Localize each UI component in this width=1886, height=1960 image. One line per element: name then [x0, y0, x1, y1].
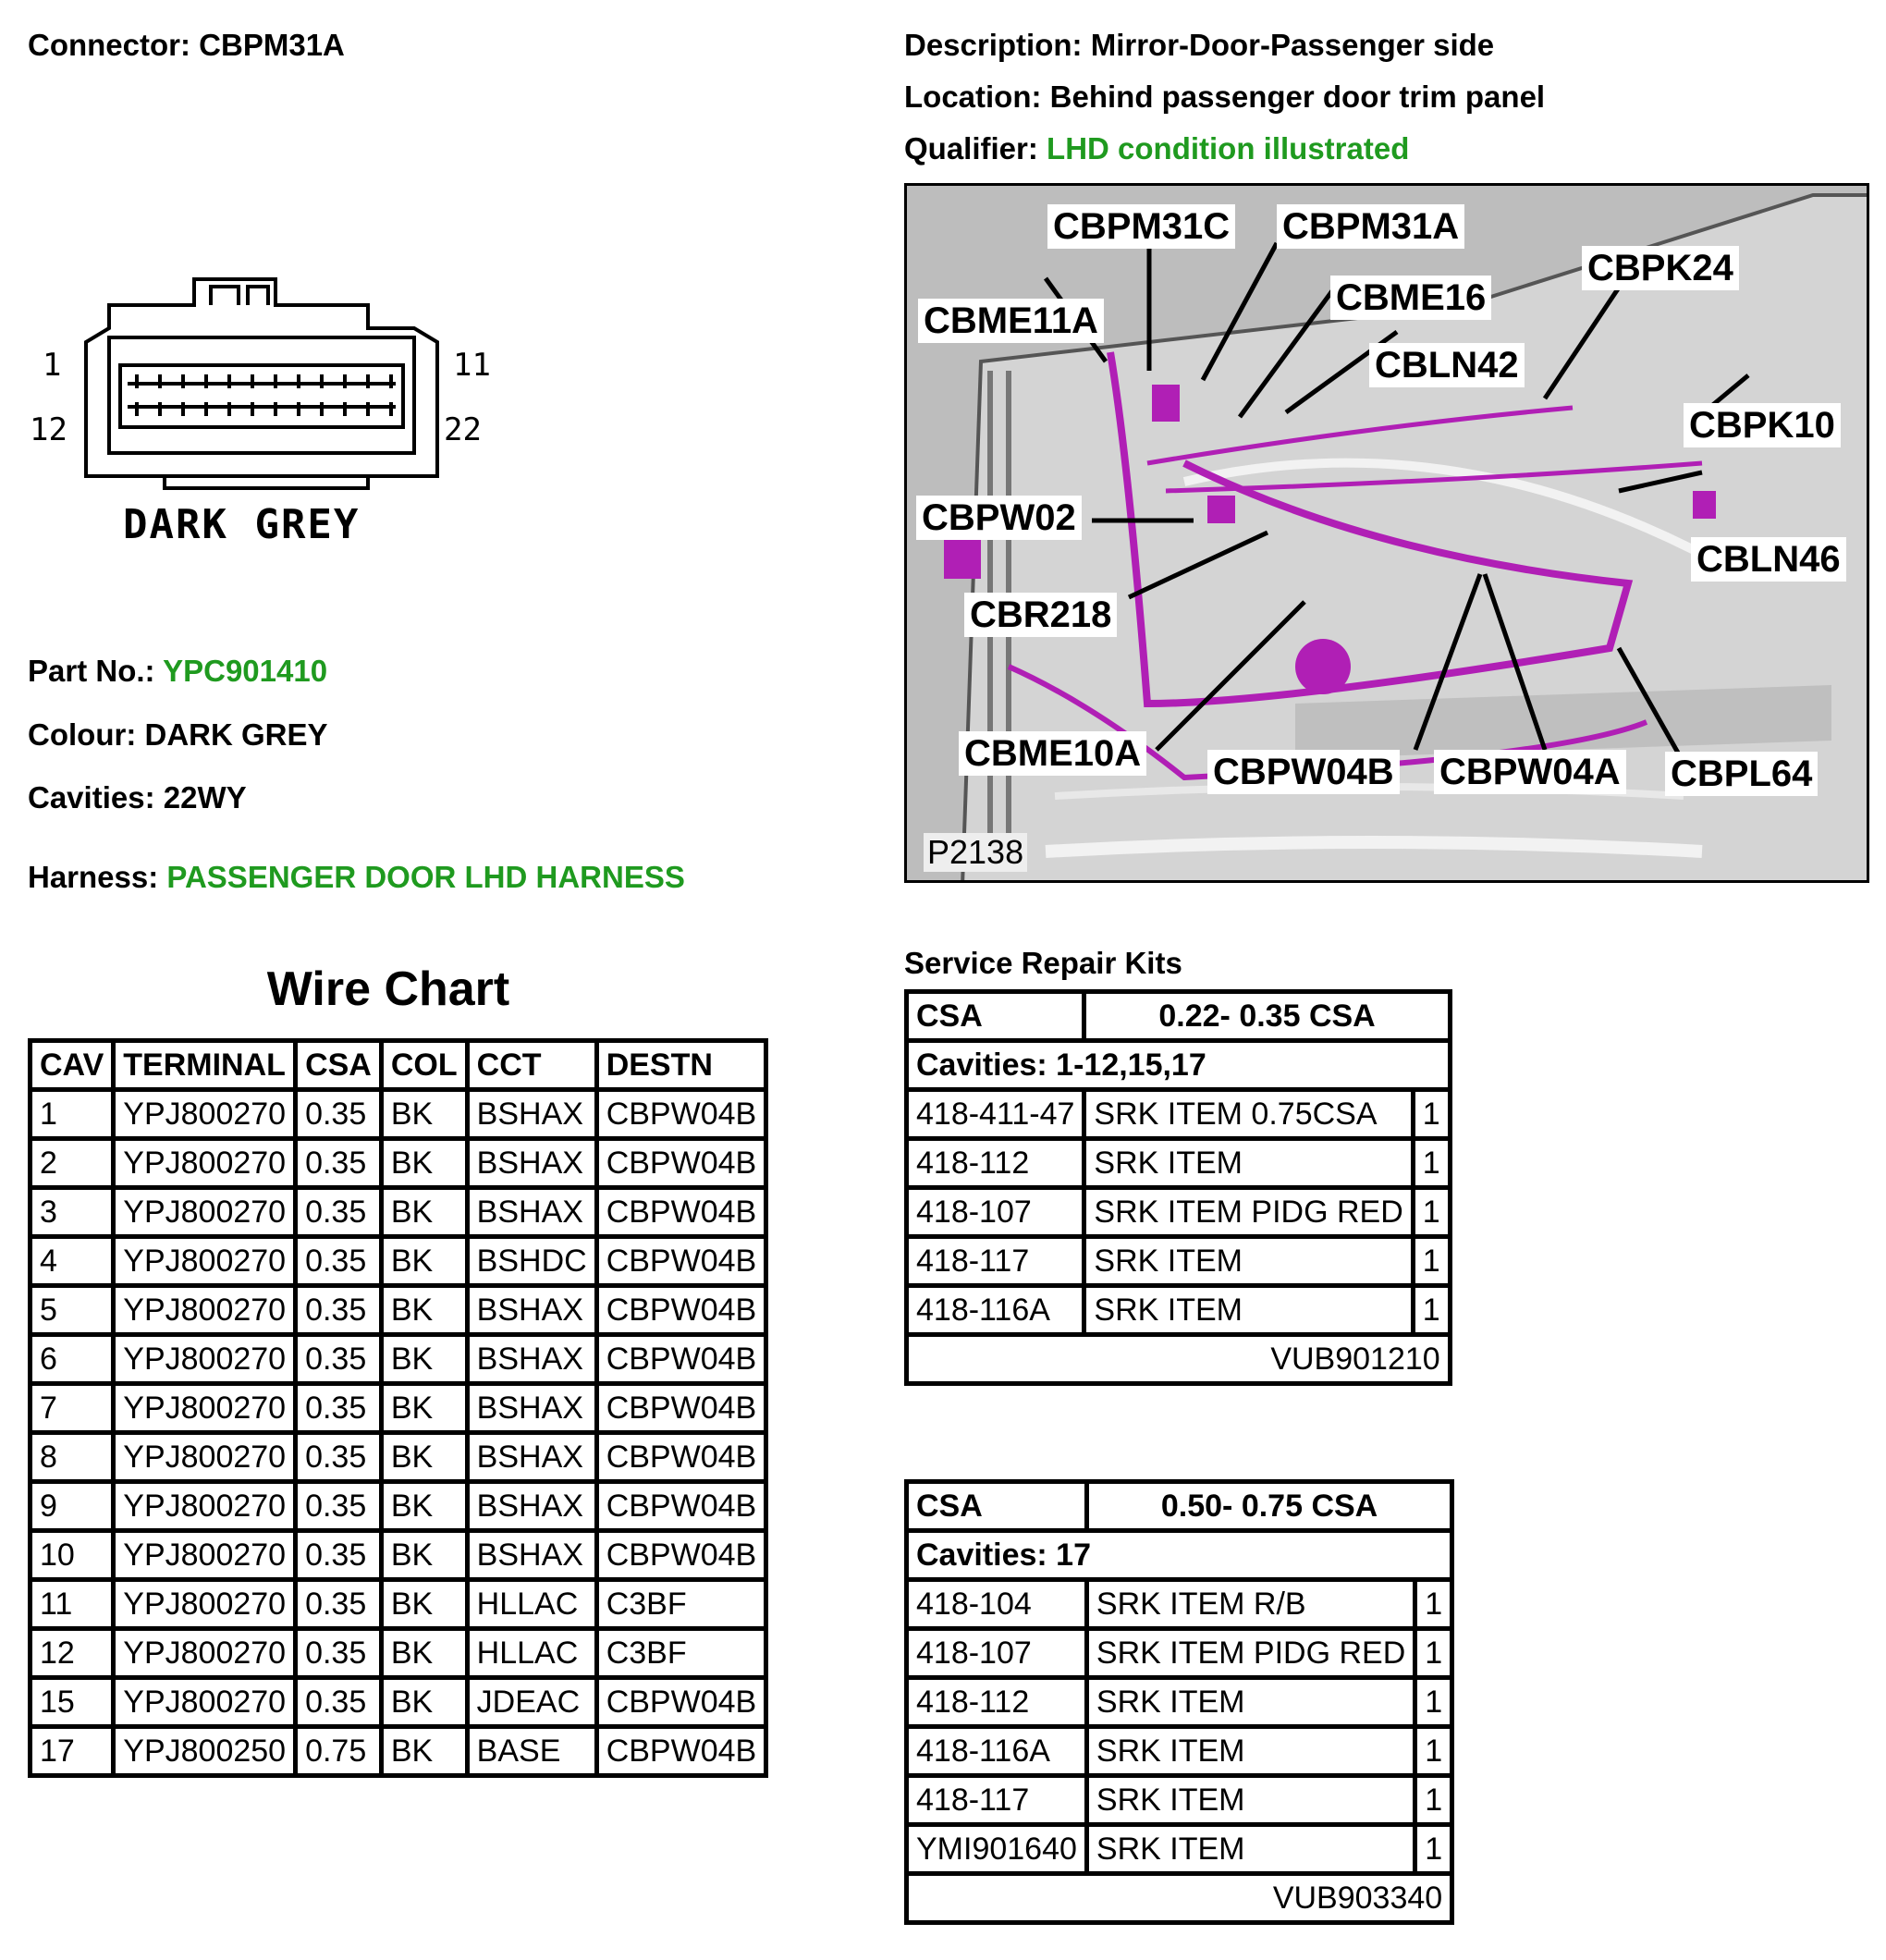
table-cell: 11: [31, 1580, 114, 1629]
table-cell: JDEAC: [467, 1678, 596, 1727]
door-harness-photo: [904, 183, 1869, 883]
table-cell: CBPW04B: [596, 1139, 766, 1188]
table-cell: 3: [31, 1188, 114, 1237]
table-cell: 0.35: [296, 1090, 382, 1139]
table-cell: 0.35: [296, 1384, 382, 1433]
kit-item-description: SRK ITEM: [1086, 1825, 1414, 1874]
table-cell: BK: [381, 1580, 467, 1629]
kit-item-qty: 1: [1415, 1629, 1452, 1678]
table-cell: BK: [381, 1188, 467, 1237]
table-row: [31, 1237, 766, 1286]
callout-label: CBME11A: [918, 299, 1104, 343]
table-row: [31, 1629, 766, 1678]
table-cell: 0.35: [296, 1629, 382, 1678]
kit-item-description: SRK ITEM PIDG RED: [1084, 1188, 1413, 1237]
kit-part-number: 418-112: [907, 1139, 1084, 1188]
wire-chart-body: [31, 1090, 766, 1776]
table-cell: BSHAX: [467, 1090, 596, 1139]
table-cell: BK: [381, 1531, 467, 1580]
kit-item-description: SRK ITEM: [1084, 1286, 1413, 1335]
table-cell: 0.35: [296, 1237, 382, 1286]
table-cell: YPJ800270: [114, 1384, 296, 1433]
table-cell: BK: [381, 1482, 467, 1531]
col-header: COL: [381, 1041, 467, 1090]
service-kits-title: Service Repair Kits: [904, 946, 1182, 980]
table-cell: CBPW04B: [596, 1188, 766, 1237]
cavities-field: Cavities: 22WY: [28, 780, 247, 815]
kit-part-number: 418-107: [907, 1629, 1087, 1678]
table-cell: 0.35: [296, 1433, 382, 1482]
kit-csa-label: CSA: [907, 1482, 1087, 1531]
table-cell: YPJ800270: [114, 1335, 296, 1384]
table-row: [31, 1678, 766, 1727]
kit-item-description: SRK ITEM 0.75CSA: [1084, 1090, 1413, 1139]
service-kit-table: [904, 1479, 1454, 1925]
kit-item-qty: 1: [1415, 1678, 1452, 1727]
location-field: Location: Behind passenger door trim panel: [904, 80, 1546, 114]
table-cell: 6: [31, 1335, 114, 1384]
kit-number-row: [907, 1335, 1451, 1384]
table-cell: BK: [381, 1727, 467, 1776]
table-cell: 9: [31, 1482, 114, 1531]
callout-label: CBPK10: [1684, 403, 1841, 447]
kit-item-qty: 1: [1415, 1825, 1452, 1874]
pin-11-label: 11: [453, 347, 491, 384]
harness-field: Harness: PASSENGER DOOR LHD HARNESS: [28, 860, 685, 894]
kit-cavities-row: [907, 1041, 1451, 1090]
col-header: TERMINAL: [114, 1041, 296, 1090]
table-cell: BSHDC: [467, 1237, 596, 1286]
table-cell: YPJ800270: [114, 1090, 296, 1139]
kit-header-row: [907, 1482, 1452, 1531]
callout-label: CBPW04B: [1207, 750, 1400, 794]
table-cell: C3BF: [596, 1629, 766, 1678]
kit-item-row: [907, 1678, 1452, 1727]
table-row: [31, 1139, 766, 1188]
table-cell: BK: [381, 1139, 467, 1188]
pin-22-label: 22: [444, 411, 482, 448]
kit-part-number: 418-112: [907, 1678, 1087, 1727]
table-row: [31, 1090, 766, 1139]
kit-item-row: [907, 1776, 1452, 1825]
callout-label: CBR218: [964, 593, 1117, 637]
callout-label: CBPM31A: [1277, 204, 1464, 249]
callout-label: CBPW04A: [1434, 750, 1626, 794]
table-cell: 12: [31, 1629, 114, 1678]
table-row: [31, 1727, 766, 1776]
table-cell: BK: [381, 1090, 467, 1139]
table-cell: YPJ800270: [114, 1433, 296, 1482]
kit-part-number: 418-411-47: [907, 1090, 1084, 1139]
table-row: [31, 1482, 766, 1531]
table-cell: 15: [31, 1678, 114, 1727]
kit-item-qty: 1: [1413, 1139, 1450, 1188]
table-cell: BK: [381, 1678, 467, 1727]
kit-item-qty: 1: [1415, 1727, 1452, 1776]
wire-chart-table: [28, 1038, 768, 1778]
table-cell: BSHAX: [467, 1335, 596, 1384]
table-cell: 0.75: [296, 1727, 382, 1776]
table-cell: CBPW04B: [596, 1482, 766, 1531]
kit-item-qty: 1: [1413, 1237, 1450, 1286]
table-cell: CBPW04B: [596, 1678, 766, 1727]
kit-item-row: [907, 1825, 1452, 1874]
table-cell: BSHAX: [467, 1139, 596, 1188]
table-cell: YPJ800270: [114, 1678, 296, 1727]
pin-12-label: 12: [30, 411, 67, 448]
table-cell: 0.35: [296, 1188, 382, 1237]
kit-item-description: SRK ITEM: [1086, 1727, 1414, 1776]
kit-item-description: SRK ITEM: [1086, 1678, 1414, 1727]
table-cell: 8: [31, 1433, 114, 1482]
kit-item-description: SRK ITEM: [1084, 1237, 1413, 1286]
kit-item-row: [907, 1139, 1451, 1188]
table-cell: CBPW04B: [596, 1531, 766, 1580]
kit-number-row: [907, 1874, 1452, 1923]
kit-csa-label: CSA: [907, 992, 1084, 1041]
table-row: [31, 1384, 766, 1433]
table-cell: CBPW04B: [596, 1727, 766, 1776]
kit-item-qty: 1: [1413, 1286, 1450, 1335]
table-cell: 2: [31, 1139, 114, 1188]
kit-csa-range: 0.22- 0.35 CSA: [1084, 992, 1450, 1041]
kit-item-row: [907, 1090, 1451, 1139]
table-cell: 0.35: [296, 1531, 382, 1580]
kit-part-number: 418-116A: [907, 1286, 1084, 1335]
table-row: [31, 1433, 766, 1482]
table-header-row: [31, 1041, 766, 1090]
table-cell: 0.35: [296, 1482, 382, 1531]
table-cell: 0.35: [296, 1139, 382, 1188]
connector-colour-label: DARK GREY: [123, 501, 361, 548]
kit-cavities: Cavities: 17: [907, 1531, 1452, 1580]
kit-item-description: SRK ITEM: [1084, 1139, 1413, 1188]
table-cell: 0.35: [296, 1580, 382, 1629]
connector-diagram: [26, 259, 525, 564]
table-cell: CBPW04B: [596, 1433, 766, 1482]
kit-part-number: YMI901640: [907, 1825, 1087, 1874]
description-field: Description: Mirror-Door-Passenger side: [904, 28, 1495, 62]
table-cell: 1: [31, 1090, 114, 1139]
kit-number: VUB903340: [907, 1874, 1452, 1923]
table-cell: YPJ800250: [114, 1727, 296, 1776]
table-cell: YPJ800270: [114, 1237, 296, 1286]
kit-part-number: 418-107: [907, 1188, 1084, 1237]
kit-item-description: SRK ITEM R/B: [1086, 1580, 1414, 1629]
wire-chart-title: Wire Chart: [266, 962, 510, 1016]
col-header: DESTN: [596, 1041, 766, 1090]
callout-label: CBPL64: [1665, 752, 1818, 796]
table-cell: YPJ800270: [114, 1580, 296, 1629]
table-cell: BK: [381, 1384, 467, 1433]
kit-csa-range: 0.50- 0.75 CSA: [1086, 1482, 1451, 1531]
kit-item-description: SRK ITEM PIDG RED: [1086, 1629, 1414, 1678]
callout-label: CBME10A: [959, 731, 1146, 776]
table-cell: CBPW04B: [596, 1286, 766, 1335]
table-cell: 10: [31, 1531, 114, 1580]
kit-item-row: [907, 1237, 1451, 1286]
table-cell: C3BF: [596, 1580, 766, 1629]
callout-label: CBPK24: [1582, 246, 1739, 290]
table-cell: 4: [31, 1237, 114, 1286]
table-cell: YPJ800270: [114, 1629, 296, 1678]
col-header: CAV: [31, 1041, 114, 1090]
callout-label: CBME16: [1330, 276, 1491, 320]
table-cell: BK: [381, 1433, 467, 1482]
table-cell: YPJ800270: [114, 1286, 296, 1335]
table-cell: YPJ800270: [114, 1531, 296, 1580]
table-row: [31, 1188, 766, 1237]
part-no-field: Part No.: YPC901410: [28, 654, 328, 688]
kit-part-number: 418-117: [907, 1237, 1084, 1286]
kit-cavities-row: [907, 1531, 1452, 1580]
callout-label: CBPW02: [916, 496, 1082, 540]
kit-item-qty: 1: [1415, 1776, 1452, 1825]
table-cell: YPJ800270: [114, 1139, 296, 1188]
table-cell: BK: [381, 1335, 467, 1384]
table-cell: YPJ800270: [114, 1188, 296, 1237]
kit-item-qty: 1: [1415, 1580, 1452, 1629]
pin-1-label: 1: [43, 347, 62, 384]
kit-part-number: 418-104: [907, 1580, 1087, 1629]
kit-item-row: [907, 1727, 1452, 1776]
table-cell: BSHAX: [467, 1384, 596, 1433]
col-header: CCT: [467, 1041, 596, 1090]
figure-code: P2138: [924, 833, 1027, 872]
kit-cavities: Cavities: 1-12,15,17: [907, 1041, 1451, 1090]
qualifier-field: Qualifier: LHD condition illustrated: [904, 131, 1410, 165]
service-kit-table: [904, 989, 1452, 1386]
kit-item-qty: 1: [1413, 1188, 1450, 1237]
table-cell: CBPW04B: [596, 1335, 766, 1384]
table-cell: 7: [31, 1384, 114, 1433]
callout-label: CBLN42: [1369, 343, 1525, 387]
table-cell: HLLAC: [467, 1580, 596, 1629]
kit-number: VUB901210: [907, 1335, 1451, 1384]
kit-header-row: [907, 992, 1451, 1041]
kit-item-description: SRK ITEM: [1086, 1776, 1414, 1825]
kit-part-number: 418-117: [907, 1776, 1087, 1825]
callout-label: CBPM31C: [1047, 204, 1235, 249]
table-row: [31, 1580, 766, 1629]
table-cell: BSHAX: [467, 1188, 596, 1237]
table-cell: BSHAX: [467, 1531, 596, 1580]
kit-item-qty: 1: [1413, 1090, 1450, 1139]
table-cell: 5: [31, 1286, 114, 1335]
table-cell: CBPW04B: [596, 1237, 766, 1286]
table-cell: BK: [381, 1629, 467, 1678]
table-row: [31, 1335, 766, 1384]
table-cell: YPJ800270: [114, 1482, 296, 1531]
colour-field: Colour: DARK GREY: [28, 717, 328, 752]
table-row: [31, 1531, 766, 1580]
table-cell: BSHAX: [467, 1482, 596, 1531]
kit-part-number: 418-116A: [907, 1727, 1087, 1776]
table-cell: BK: [381, 1237, 467, 1286]
table-cell: BSHAX: [467, 1286, 596, 1335]
kit-item-row: [907, 1188, 1451, 1237]
table-cell: BK: [381, 1286, 467, 1335]
table-cell: BASE: [467, 1727, 596, 1776]
callout-label: CBLN46: [1691, 537, 1846, 582]
kit-item-row: [907, 1629, 1452, 1678]
table-cell: 0.35: [296, 1286, 382, 1335]
table-cell: HLLAC: [467, 1629, 596, 1678]
col-header: CSA: [296, 1041, 382, 1090]
table-row: [31, 1286, 766, 1335]
table-cell: CBPW04B: [596, 1384, 766, 1433]
kit-item-row: [907, 1286, 1451, 1335]
connector-field: Connector: CBPM31A: [28, 28, 345, 62]
table-cell: CBPW04B: [596, 1090, 766, 1139]
table-cell: BSHAX: [467, 1433, 596, 1482]
table-cell: 17: [31, 1727, 114, 1776]
table-cell: 0.35: [296, 1678, 382, 1727]
table-cell: 0.35: [296, 1335, 382, 1384]
connector-outline: [26, 259, 525, 490]
kit-item-row: [907, 1580, 1452, 1629]
